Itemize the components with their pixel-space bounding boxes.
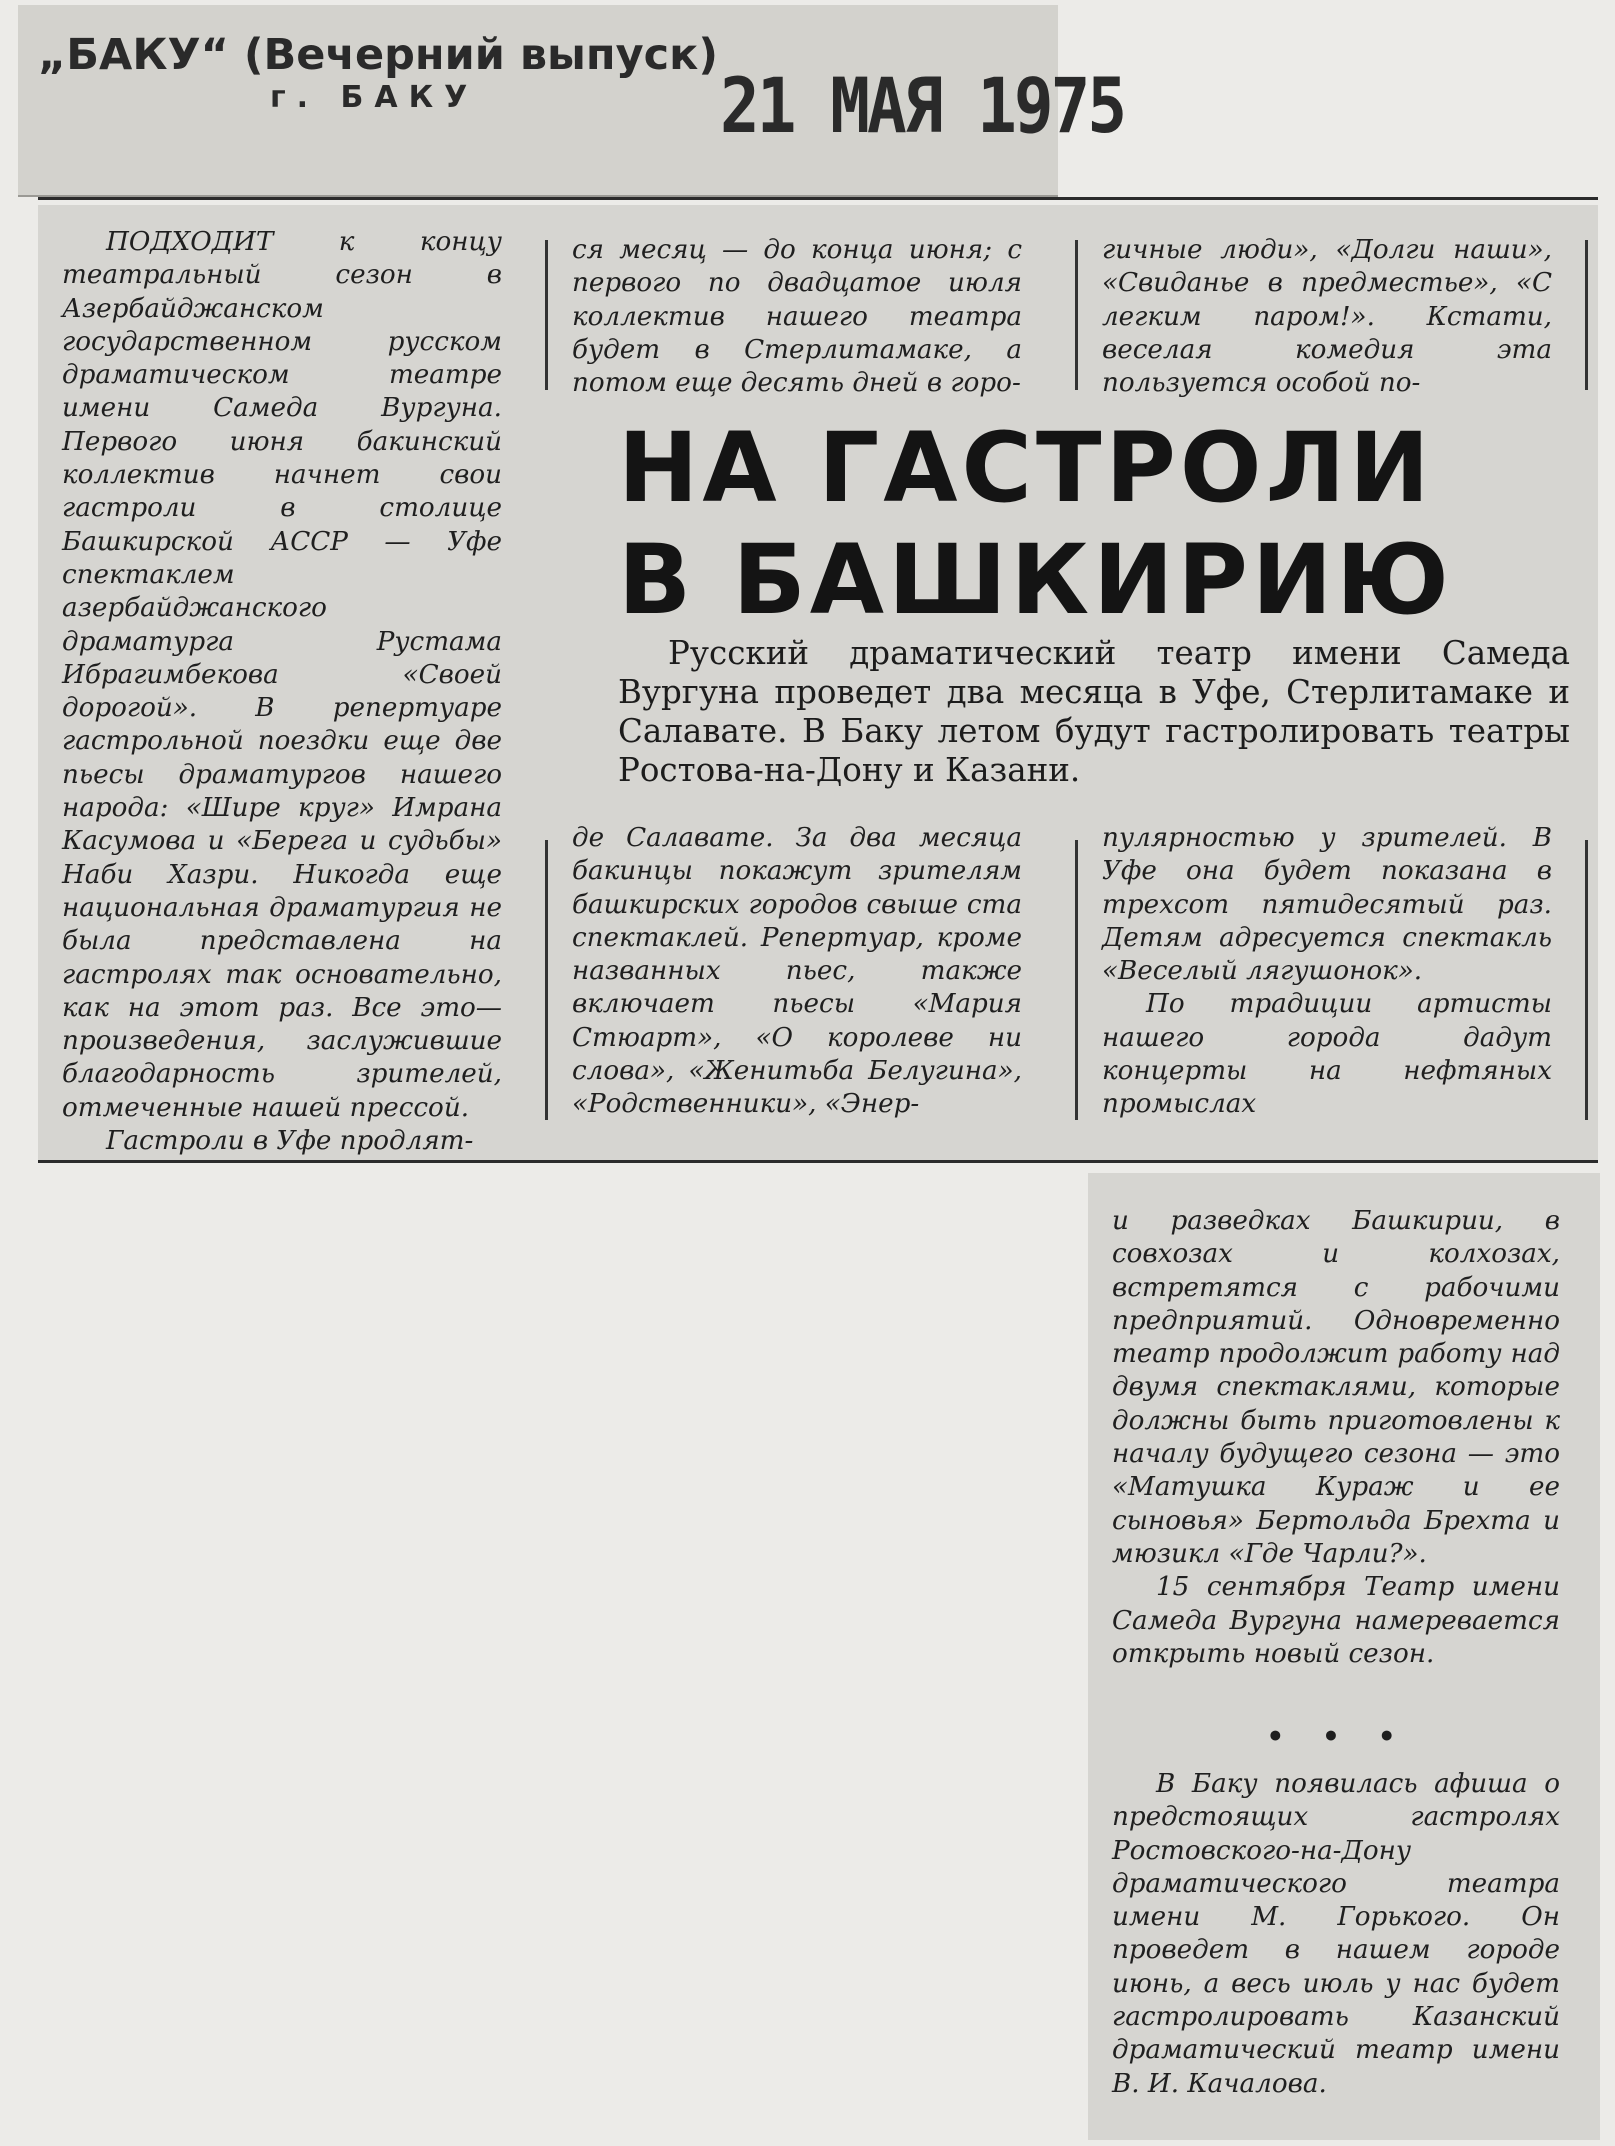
article-column-4-addendum [1112,1768,1560,2101]
column-divider [1585,840,1588,1120]
newspaper-city: г. БАКУ [270,80,479,115]
article-lead [618,634,1570,790]
addendum-text: В Баку появилась афиша о предстоящих гастролях Ростовского-на-Дону драматического театра имени М. Горького. Он проведет в нашем городе июнь, а весь июль у нас будет гастролировать Казанский драматический театр имени В. И. Качалова. [1112,1769,1560,2099]
column-4-text-b: 15 сентября Театр имени Самеда Вургуна намеревается открыть новый сезон. [1112,1572,1560,1669]
article-headline: НА ГАСТРОЛИ В БАШКИРИЮ [618,412,1453,636]
column-divider [545,240,548,390]
article-column-3-top: гичные люди», «Долги наши», «Свиданье в предместье», «С легким паром!». Кстати, веселая комедия эта пользуется особой по- [1102,235,1552,399]
column-divider [1585,240,1588,390]
column-4-text: и разведках Башкирии, в совхозах и колхозах, встретятся с рабочими предприятий. Одновременно театр продолжит работу над двумя спектаклями, которые должны быть приготовлены к началу будущего сезона — это «Матушка Кураж и ее сыновья» Бертольда Брехта и мюзикл «Где Чарли?». [1112,1206,1560,1569]
lead-text: Русский драматический театр имени Самеда Вургуна проведет два месяца в Уфе, Стерлитамаке и Салавате. В Баку летом будут гастролировать театры Ростова-на-Дону и Казани. [618,634,1570,789]
section-separator: • • • [1266,1720,1410,1753]
column-3-bottom-text-b: По традиции артисты нашего города дадут концерты на нефтяных промыслах [1102,989,1552,1120]
top-rule [38,197,1598,200]
article-column-2-bottom: де Салавате. За два месяца бакинцы покажут зрителям башкирских городов свыше ста спектаклей. Репертуар, кроме названных пьес, также включает пьесы «Мария Стюарт», «О королеве ни слова», «Женитьба Белугина», «Родственники», «Энер- [572,823,1022,1120]
article-column-2-top: ся месяц — до конца июня; с первого по двадцатое июля коллектив нашего театра будет в Стерлитамаке, а потом еще десять дней в горо- [572,235,1022,399]
column-1-text-continued: Гастроли в Уфе продлят- [106,1126,474,1157]
newspaper-name: „БАКУ“ (Вечерний выпуск) [38,30,719,80]
column-1-text: ПОДХОДИТ к концу театральный сезон в Азербайджанском государственном русском драматическом театре имени Самеда Вургуна. Первого июня бакинский коллектив начнет свои гастроли в столице Башкирской АССР — Уфе спектаклем азербайджанского драматурга Рустама Ибрагимбекова «Своей дорогой». В репертуаре гастрольной поездки еще две пьесы драматургов нашего народа: «Шире круг» Имрана Касумова и «Берега и судьбы» Наби Хазри. Никогда еще национальная драматургия не была представлена на гастролях так основательно, как на этот раз. Все это—произведения, заслужившие благодарность зрителей, отмеченные нашей прессой. [62,227,502,1123]
column-divider [545,840,548,1120]
article-column-4 [1112,1205,1560,1671]
column-3-bottom-text: пулярностью у зрителей. В Уфе она будет показана в трехсот пятидесятый раз. Детям адресуется спектакль «Веселый лягушонок». [1102,823,1552,987]
bottom-rule [38,1160,1598,1163]
column-divider [1075,240,1078,390]
column-divider [1075,840,1078,1120]
article-column-3-bottom [1102,822,1552,1122]
publication-date-stamp: 21 МАЯ 1975 [720,62,1125,151]
article-column-1 [62,226,502,1158]
